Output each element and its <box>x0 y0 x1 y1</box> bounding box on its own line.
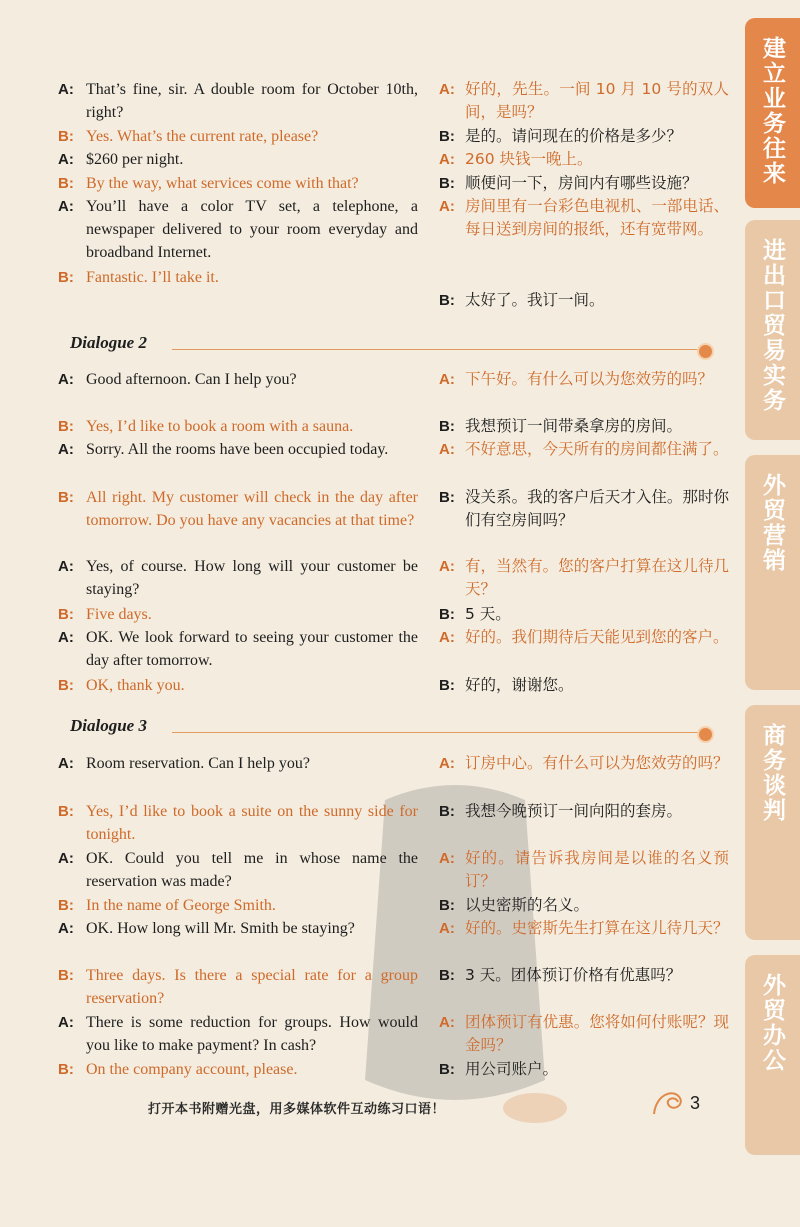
speaker-label: A: <box>58 151 74 168</box>
chinese-line: 好的。我们期待后天能见到您的客户。 <box>465 628 729 646</box>
chinese-line: 房间里有一台彩色电视机、一部电话、每日送到房间的报纸，还有宽带网。 <box>465 197 729 238</box>
chinese-line: 太好了。我订一间。 <box>465 291 605 309</box>
chinese-line: 260 块钱一晚上。 <box>465 150 593 168</box>
chinese-line: 好的，谢谢您。 <box>465 676 574 694</box>
speaker-label: B: <box>439 677 455 694</box>
chinese-line: 我想预订一间带桑拿房的房间。 <box>465 417 683 435</box>
english-line: Sorry. All the rooms have been occupied today. <box>86 441 389 458</box>
speaker-label: A: <box>58 850 74 867</box>
dialogue3-heading <box>66 716 714 740</box>
english-line: $260 per night. <box>86 151 184 168</box>
speaker-label: B: <box>58 269 74 286</box>
english-line: OK. We look forward to seeing your customer the day after tomorrow. <box>86 629 418 669</box>
dialogue2-title: Dialogue 2 <box>70 333 147 352</box>
tab-chapter-2[interactable]: 进出口贸易实务 <box>745 220 800 440</box>
english-line: OK. How long will Mr. Smith be staying? <box>86 920 355 937</box>
chinese-line: 有，当然有。您的客户打算在这儿待几天？ <box>465 557 729 598</box>
english-line: Five days. <box>86 606 152 623</box>
speaker-label: B: <box>439 175 455 192</box>
speaker-label: A: <box>58 629 74 646</box>
english-line: Yes, I’d like to book a room with a sauna. <box>86 418 354 435</box>
speaker-label: A: <box>439 850 455 867</box>
english-line: Yes. What’s the current rate, please? <box>86 128 319 145</box>
speaker-label: B: <box>58 418 74 435</box>
speaker-label: B: <box>439 967 455 984</box>
speaker-label: A: <box>58 558 74 575</box>
english-line: OK. Could you tell me in whose name the reservation was made? <box>86 850 418 890</box>
english-line: OK, thank you. <box>86 677 185 694</box>
tab-chapter-1[interactable]: 建立业务往来 <box>745 18 800 208</box>
speaker-label: B: <box>439 897 455 914</box>
speaker-label: A: <box>58 920 74 937</box>
english-line: By the way, what services come with that? <box>86 175 359 192</box>
english-line: Yes, I’d like to book a suite on the sunny side for tonight. <box>86 803 418 843</box>
chinese-line: 好的。请告诉我房间是以谁的名义预订？ <box>465 849 729 890</box>
chinese-line: 好的，先生。一间 10 月 10 号的双人间，是吗？ <box>465 80 729 121</box>
speaker-label: A: <box>439 920 455 937</box>
swirl-ornament-icon <box>650 1084 690 1120</box>
chinese-line: 团体预订有优惠。您将如何付账呢？现金吗？ <box>465 1013 729 1054</box>
english-line: On the company account, please. <box>86 1061 298 1078</box>
english-line: Three days. Is there a special rate for a group reservation? <box>86 967 418 1007</box>
speaker-label: B: <box>439 606 455 623</box>
speaker-label: B: <box>58 803 74 820</box>
speaker-label: A: <box>58 755 74 772</box>
bullet-dot-icon <box>697 343 714 360</box>
tab-chapter-5[interactable]: 外贸办公 <box>745 955 800 1155</box>
english-line: You’ll have a color TV set, a telephone, a newspaper delivered to your room everyday and broadband Internet. <box>86 198 418 261</box>
speaker-label: A: <box>439 198 455 215</box>
english-line: Good afternoon. Can I help you? <box>86 371 297 388</box>
speaker-label: B: <box>439 1061 455 1078</box>
english-line: Yes, of course. How long will your customer be staying? <box>86 558 418 598</box>
chinese-line: 是的。请问现在的价格是多少？ <box>465 127 683 145</box>
dialogue3-title: Dialogue 3 <box>70 716 147 735</box>
chapter-tabs <box>745 0 800 1227</box>
speaker-label: B: <box>439 803 455 820</box>
speaker-label: B: <box>58 489 74 506</box>
chinese-line: 我想今晚预订一间向阳的套房。 <box>465 802 683 820</box>
english-line: In the name of George Smith. <box>86 897 276 914</box>
speaker-label: A: <box>58 81 74 98</box>
speaker-label: A: <box>439 371 455 388</box>
chinese-line: 没关系。我的客户后天才入住。那时你们有空房间吗？ <box>465 488 729 529</box>
chinese-line: 下午好。有什么可以为您效劳的吗？ <box>465 370 714 388</box>
english-line: All right. My customer will check in the day after tomorrow. Do you have any vacancies at that time? <box>86 489 418 529</box>
bullet-dot-icon <box>697 726 714 743</box>
speaker-label: A: <box>439 81 455 98</box>
chinese-line: 不好意思，今天所有的房间都住满了。 <box>465 440 729 458</box>
speaker-label: A: <box>58 441 74 458</box>
speaker-label: B: <box>439 418 455 435</box>
chinese-line: 用公司账户。 <box>465 1060 559 1078</box>
english-line: There is some reduction for groups. How would you like to make payment? In cash? <box>86 1014 418 1054</box>
chinese-line: 好的。史密斯先生打算在这儿待几天？ <box>465 919 729 937</box>
speaker-label: B: <box>58 1061 74 1078</box>
chinese-line: 订房中心。有什么可以为您效劳的吗？ <box>465 754 729 772</box>
english-line: That’s fine, sir. A double room for October 10th, right? <box>86 81 418 121</box>
tab-chapter-3[interactable]: 外贸营销 <box>745 455 800 690</box>
speaker-label: B: <box>58 606 74 623</box>
speaker-label: B: <box>58 175 74 192</box>
speaker-label: A: <box>439 558 455 575</box>
speaker-label: B: <box>58 128 74 145</box>
speaker-label: B: <box>439 292 455 309</box>
speaker-label: A: <box>58 198 74 215</box>
divider <box>172 732 700 734</box>
chinese-line: 5 天。 <box>465 605 511 623</box>
chinese-line: 3 天。团体预订价格有优惠吗？ <box>465 966 682 984</box>
speaker-label: A: <box>439 629 455 646</box>
pdg-logo-icon <box>500 1086 570 1126</box>
speaker-label: B: <box>439 128 455 145</box>
speaker-label: A: <box>58 1014 74 1031</box>
dialogue2-heading <box>66 333 714 357</box>
speaker-label: B: <box>58 897 74 914</box>
speaker-label: A: <box>439 151 455 168</box>
speaker-label: B: <box>439 489 455 506</box>
english-line: Room reservation. Can I help you? <box>86 755 310 772</box>
divider <box>172 349 700 351</box>
speaker-label: A: <box>439 441 455 458</box>
speaker-label: A: <box>439 1014 455 1031</box>
footer-note: 打开本书附赠光盘，用多媒体软件互动练习口语！ <box>148 1102 446 1117</box>
chinese-line: 顺便问一下，房间内有哪些设施？ <box>465 174 698 192</box>
speaker-label: B: <box>58 967 74 984</box>
chinese-line: 以史密斯的名义。 <box>465 896 590 914</box>
speaker-label: B: <box>58 677 74 694</box>
speaker-label: A: <box>58 371 74 388</box>
english-line: Fantastic. I’ll take it. <box>86 269 219 286</box>
speaker-label: A: <box>439 755 455 772</box>
tab-chapter-4[interactable]: 商务谈判 <box>745 705 800 940</box>
page-number: 3 <box>690 1093 701 1113</box>
